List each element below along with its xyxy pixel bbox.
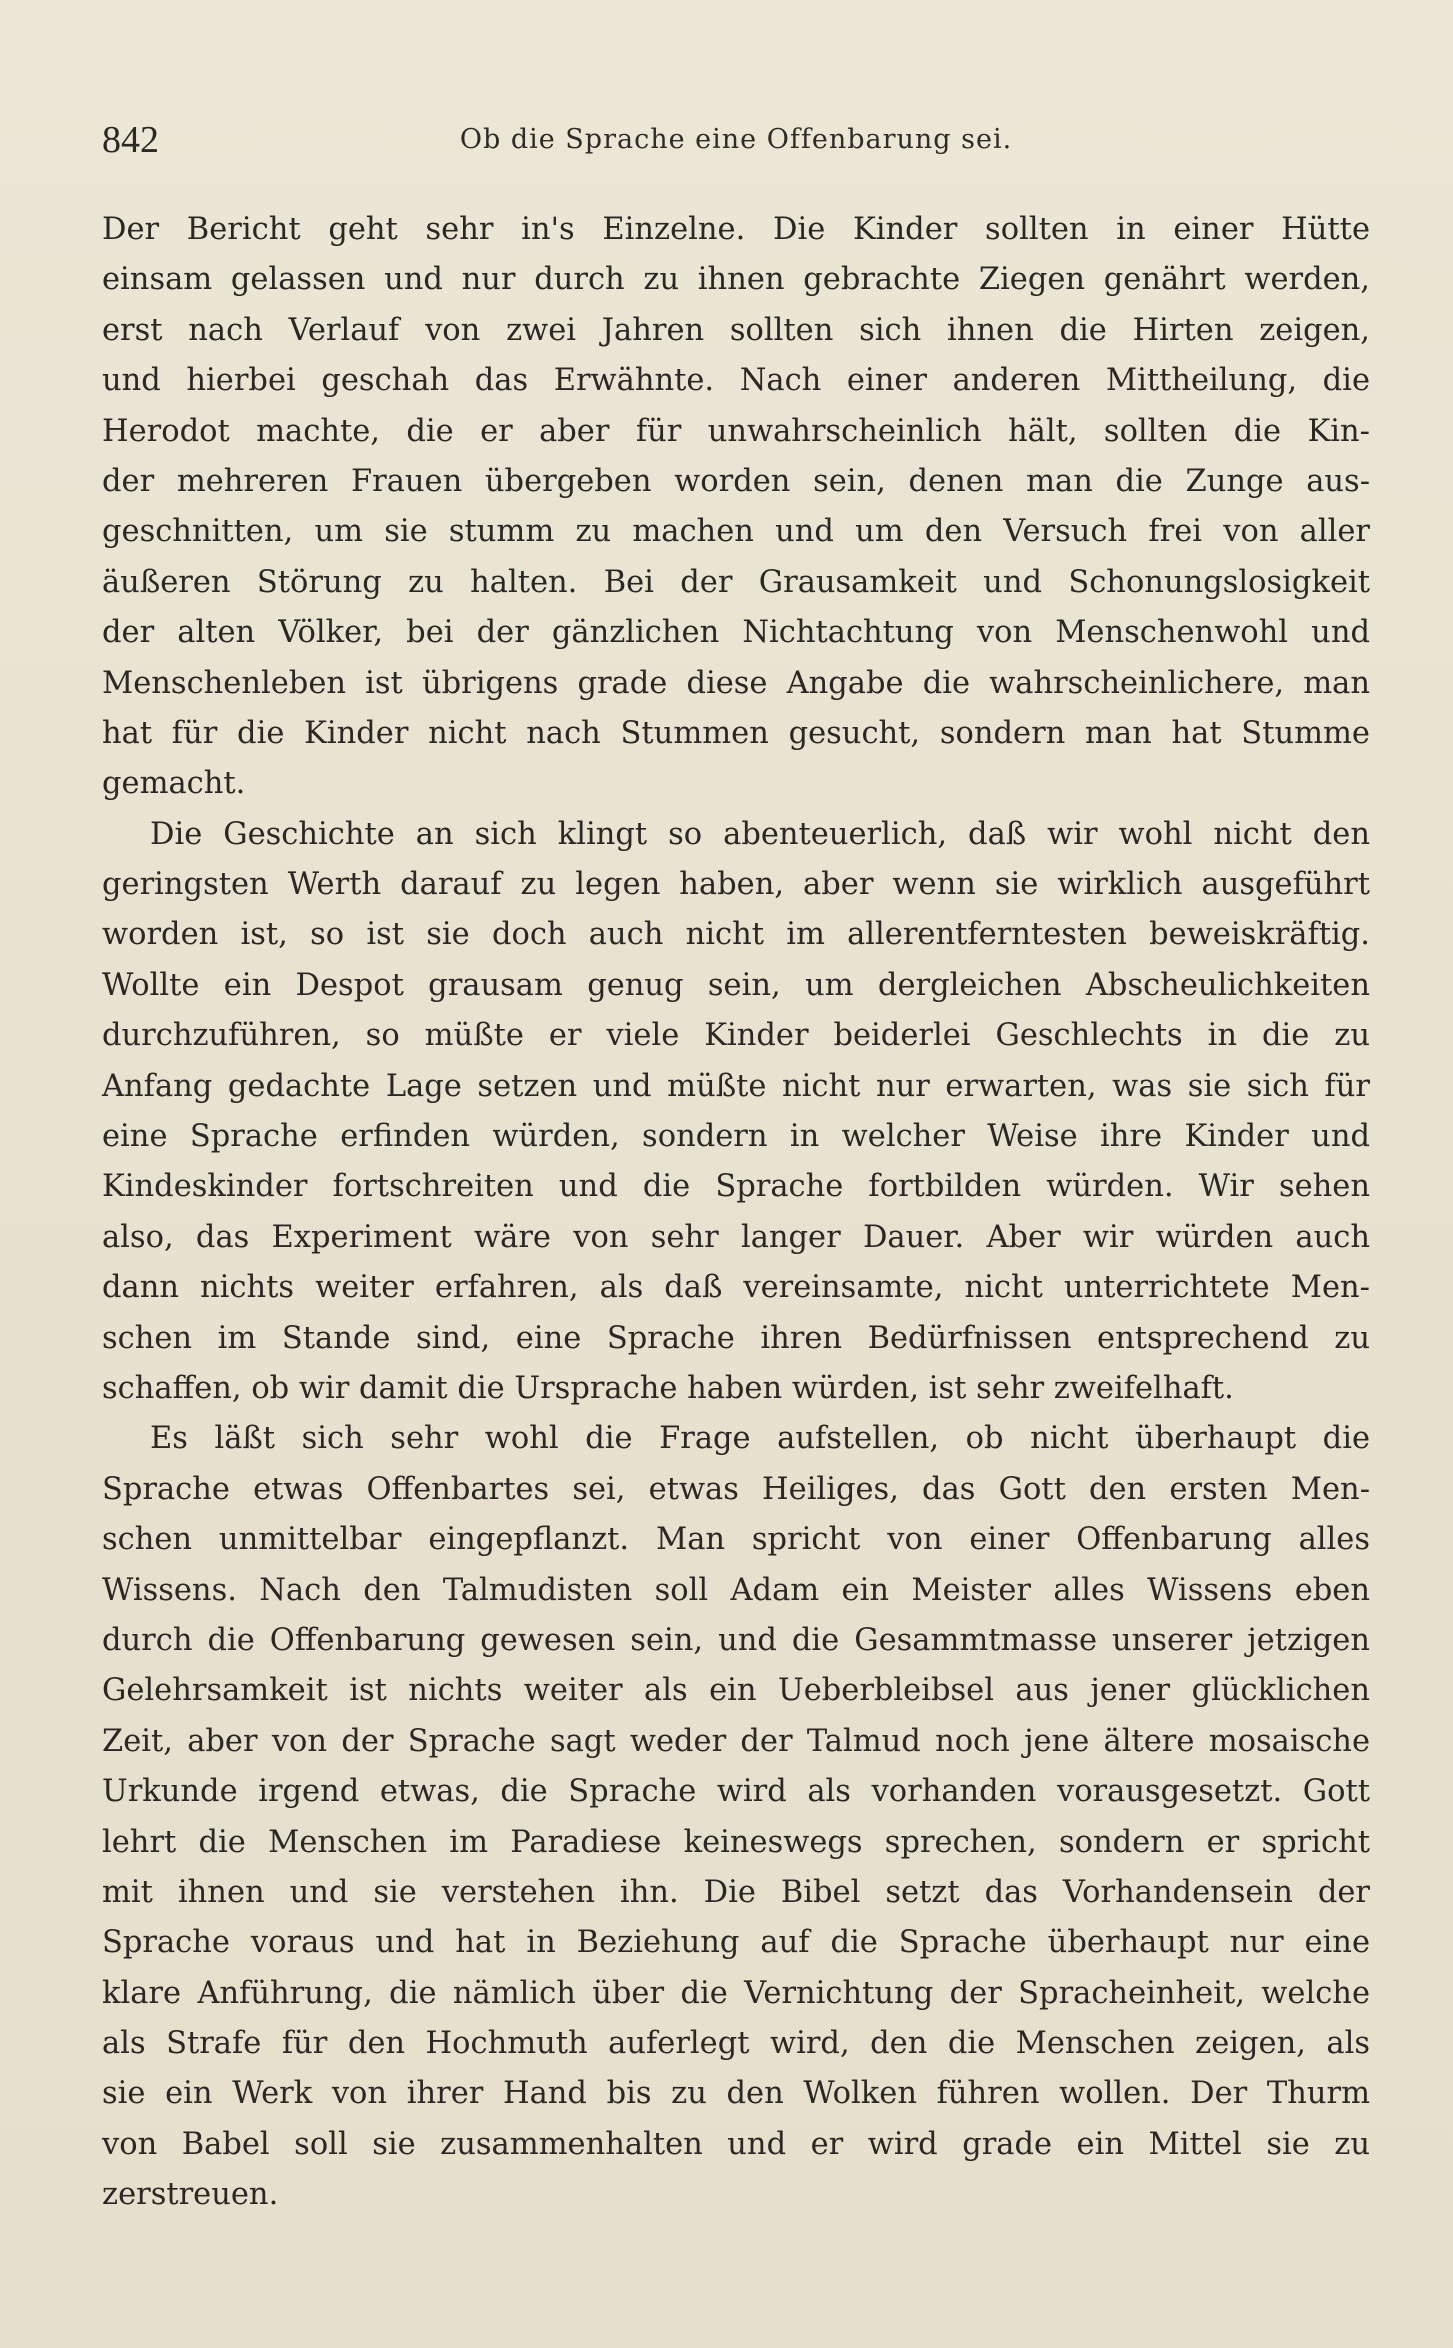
body-text (102, 205, 1370, 2221)
page-header (102, 118, 1370, 168)
text-line: schaffen, ob wir damit die Ursprache haben würden, ist sehr zweifelhaft. (102, 1370, 1234, 1406)
text-line: geschnitten, um sie stumm zu machen und um den Versuch frei von aller (102, 514, 1370, 550)
page-number: 842 (102, 119, 159, 161)
text-line: Es läßt sich sehr wohl die Frage aufstellen, ob nicht überhaupt die (150, 1421, 1370, 1457)
text-line: Urkunde irgend etwas, die Sprache wird als vorhanden vorausgesetzt. Gott (102, 1774, 1370, 1810)
text-line: dann nichts weiter erfahren, als daß vereinsamte, nicht unterrichtete Men- (102, 1270, 1370, 1306)
text-line: erst nach Verlauf von zwei Jahren sollten sich ihnen die Hirten zeigen, (102, 312, 1370, 348)
text-line: sie ein Werk von ihrer Hand bis zu den Wolken führen wollen. Der Thurm (102, 2076, 1370, 2112)
text-line: von Babel soll sie zusammenhalten und er wird grade ein Mittel sie zu (102, 2126, 1370, 2162)
text-line: schen unmittelbar eingepflanzt. Man spricht von einer Offenbarung alles (102, 1522, 1370, 1558)
text-line: Wissens. Nach den Talmudisten soll Adam ein Meister alles Wissens eben (102, 1572, 1370, 1608)
text-line: Sprache etwas Offenbartes sei, etwas Heiliges, das Gott den ersten Men- (102, 1471, 1370, 1507)
text-line: Herodot machte, die er aber für unwahrscheinlich hält, sollten die Kin- (102, 413, 1370, 449)
text-line: durch die Offenbarung gewesen sein, und die Gesammtmasse unserer jetzigen (102, 1622, 1370, 1658)
text-line: äußeren Störung zu halten. Bei der Grausamkeit und Schonungslosigkeit (102, 564, 1370, 600)
text-line: eine Sprache erfinden würden, sondern in welcher Weise ihre Kinder und (102, 1119, 1370, 1155)
text-line: und hierbei geschah das Erwähnte. Nach einer anderen Mittheilung, die (102, 363, 1370, 399)
text-line: Zeit, aber von der Sprache sagt weder der Talmud noch jene ältere mosaische (102, 1723, 1370, 1759)
text-line: schen im Stande sind, eine Sprache ihren Bedürfnissen entsprechend zu (102, 1320, 1370, 1356)
text-line: Sprache voraus und hat in Beziehung auf die Sprache überhaupt nur eine (102, 1925, 1370, 1961)
text-line: geringsten Werth darauf zu legen haben, aber wenn sie wirklich ausgeführt (102, 867, 1370, 903)
text-line: klare Anführung, die nämlich über die Vernichtung der Spracheinheit, welche (102, 1975, 1370, 2011)
paragraph (102, 205, 1370, 810)
running-title: Ob die Sprache eine Offenbarung sei. (459, 124, 1013, 155)
text-line: Der Bericht geht sehr in's Einzelne. Die Kinder sollten in einer Hütte (102, 212, 1370, 247)
text-line: durchzuführen, so müßte er viele Kinder beiderlei Geschlechts in die zu (102, 1018, 1370, 1054)
text-line: also, das Experiment wäre von sehr langer Dauer. Aber wir würden auch (102, 1219, 1370, 1255)
text-line: zerstreuen. (102, 2177, 279, 2213)
text-line: Wollte ein Despot grausam genug sein, um dergleichen Abscheulichkeiten (102, 967, 1370, 1003)
text-line: lehrt die Menschen im Paradiese keineswegs sprechen, sondern er spricht (102, 1824, 1370, 1860)
text-line: Kindeskinder fortschreiten und die Sprache fortbilden würden. Wir sehen (102, 1169, 1370, 1205)
text-line: gemacht. (102, 766, 246, 802)
paragraph (102, 810, 1370, 1415)
text-line: Gelehrsamkeit ist nichts weiter als ein Ueberbleibsel aus jener glücklichen (102, 1673, 1370, 1709)
text-line: mit ihnen und sie verstehen ihn. Die Bibel setzt das Vorhandensein der (102, 1874, 1370, 1910)
text-line: einsam gelassen und nur durch zu ihnen gebrachte Ziegen genährt werden, (102, 262, 1370, 298)
text-line: der alten Völker, bei der gänzlichen Nichtachtung von Menschenwohl und (102, 615, 1370, 651)
text-line: der mehreren Frauen übergeben worden sein, denen man die Zunge aus- (102, 463, 1370, 499)
text-line: als Strafe für den Hochmuth auferlegt wird, den die Menschen zeigen, als (102, 2026, 1370, 2062)
paragraph (102, 1414, 1370, 2220)
text-line: worden ist, so ist sie doch auch nicht im allerentferntesten beweiskräftig. (102, 917, 1370, 953)
text-line: Die Geschichte an sich klingt so abenteuerlich, daß wir wohl nicht den (150, 816, 1370, 852)
text-line: Anfang gedachte Lage setzen und müßte nicht nur erwarten, was sie sich für (102, 1068, 1370, 1104)
text-line: hat für die Kinder nicht nach Stummen gesucht, sondern man hat Stumme (102, 715, 1370, 751)
text-line: Menschenleben ist übrigens grade diese Angabe die wahrscheinlichere, man (102, 665, 1370, 701)
